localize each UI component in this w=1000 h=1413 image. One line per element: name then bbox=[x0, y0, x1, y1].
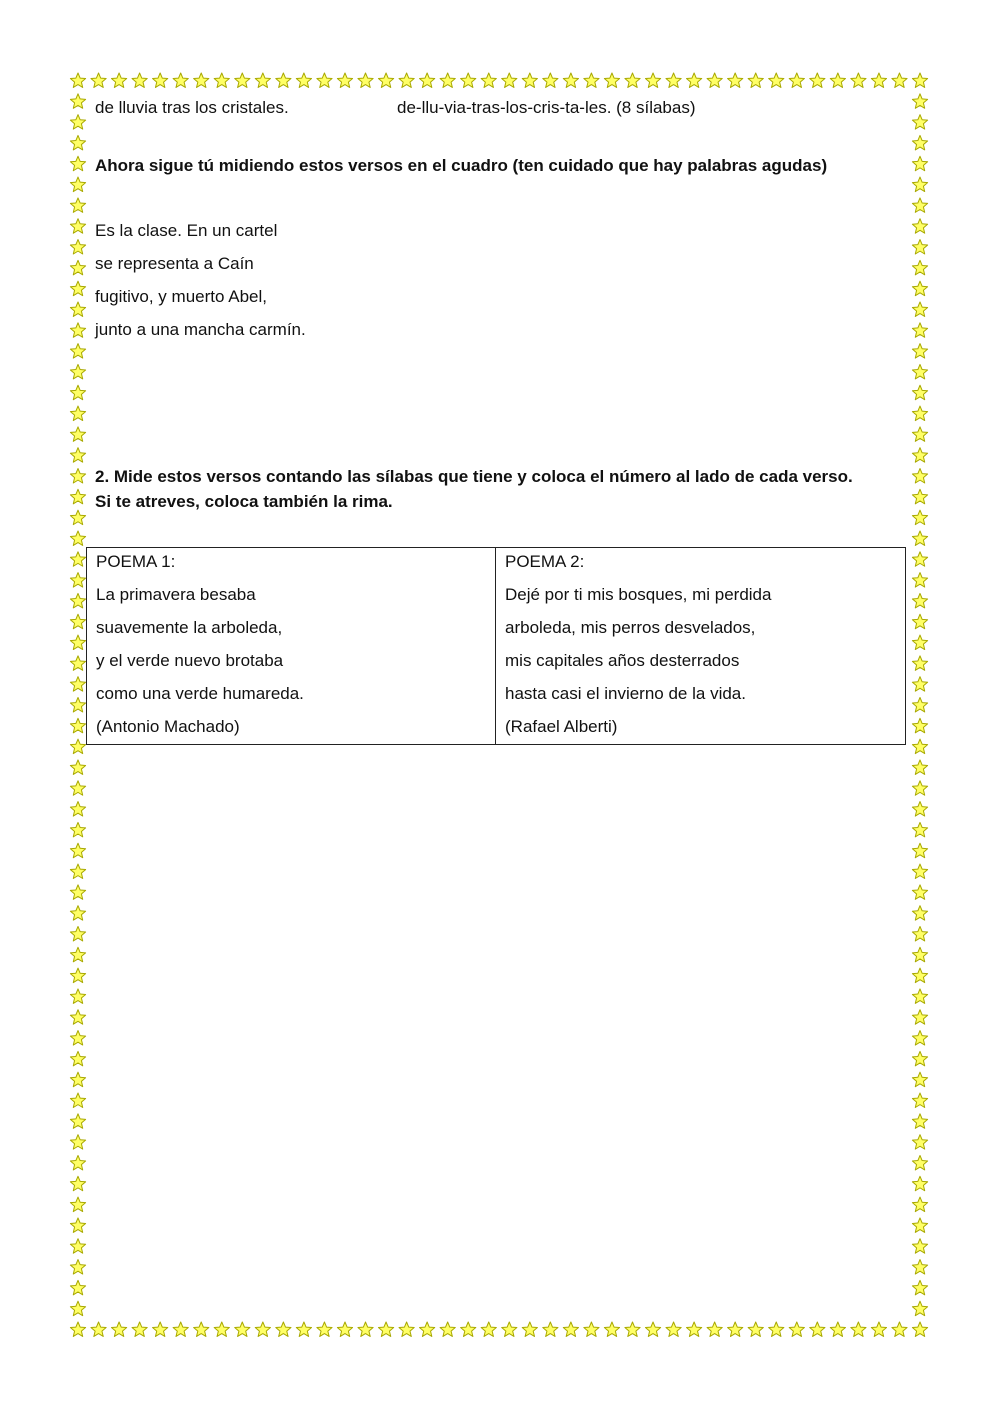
poem-2-line: hasta casi el invierno de la vida. bbox=[505, 684, 746, 703]
poem-1-line: y el verde nuevo brotaba bbox=[96, 651, 284, 670]
poem-2-cell bbox=[496, 548, 905, 744]
stanza-line: Es la clase. En un cartel bbox=[95, 221, 278, 240]
example-syllabification: de-llu-via-tras-los-cris-ta-les. (8 sílabas) bbox=[397, 98, 696, 117]
poems-table bbox=[86, 547, 906, 745]
poem-1-line: como una verde humareda. bbox=[96, 684, 304, 703]
poem-1-line: suavemente la arboleda, bbox=[96, 618, 283, 637]
exercise-2-subheading: Si te atreves, coloca también la rima. bbox=[95, 492, 393, 511]
stanza-line: se representa a Caín bbox=[95, 254, 254, 273]
example-verse: de lluvia tras los cristales. bbox=[95, 98, 289, 117]
poem-1-cell bbox=[87, 548, 496, 744]
stanza-line: junto a una mancha carmín. bbox=[95, 320, 306, 339]
poem-2-line: arboleda, mis perros desvelados, bbox=[505, 618, 756, 637]
exercise-2-heading: 2. Mide estos versos contando las sílabas que tiene y coloca el número al lado de cada verso. bbox=[95, 467, 853, 486]
poem-1-title: POEMA 1: bbox=[96, 552, 176, 571]
instruction-measure-verses: Ahora sigue tú midiendo estos versos en el cuadro (ten cuidado que hay palabras agudas) bbox=[95, 156, 828, 175]
poem-2-author: (Rafael Alberti) bbox=[505, 717, 618, 736]
stanza-line: fugitivo, y muerto Abel, bbox=[95, 287, 267, 306]
poem-2-title: POEMA 2: bbox=[505, 552, 585, 571]
poem-1-line: La primavera besaba bbox=[96, 585, 256, 604]
poem-1-author: (Antonio Machado) bbox=[96, 717, 240, 736]
poem-2-line: mis capitales años desterrados bbox=[505, 651, 740, 670]
poem-2-line: Dejé por ti mis bosques, mi perdida bbox=[505, 585, 772, 604]
